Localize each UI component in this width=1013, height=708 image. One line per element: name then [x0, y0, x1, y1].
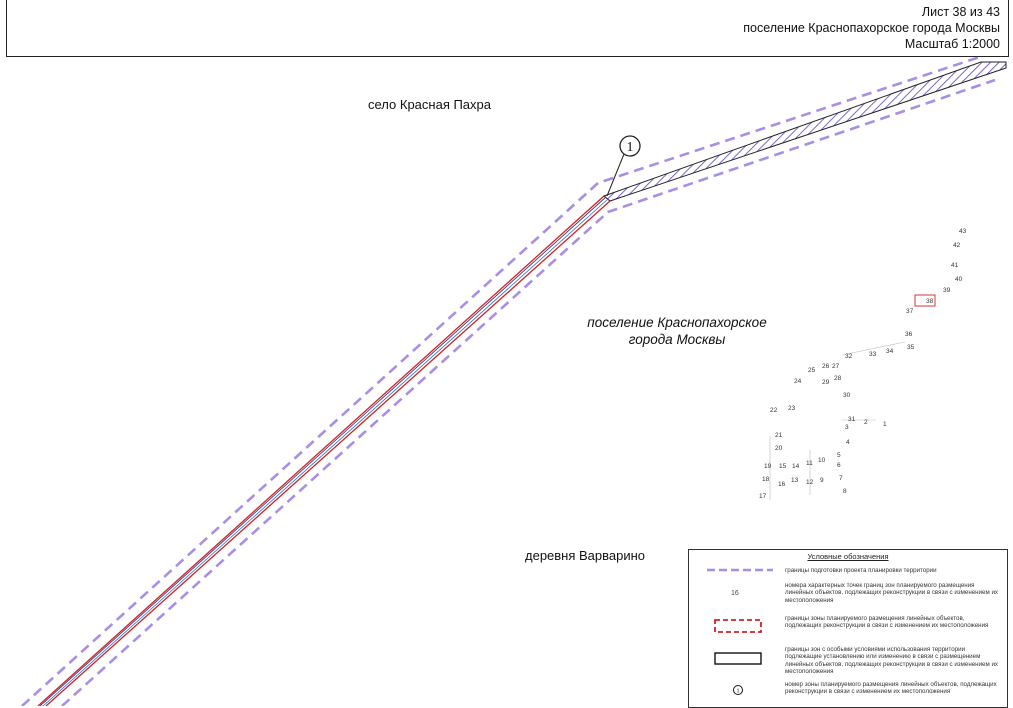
point-number: 7	[839, 475, 843, 482]
point-number: 43	[959, 228, 967, 235]
zone-marker-number: 1	[626, 140, 634, 155]
sheet-number: Лист 38 из 43	[921, 5, 1000, 19]
point-number: 8	[843, 488, 847, 495]
label-village-krasnaya-pakhra: село Красная Пахра	[368, 97, 491, 112]
point-number: 12	[806, 479, 814, 486]
point-number: 3	[845, 424, 849, 431]
point-number: 23	[788, 405, 796, 412]
point-number: 9	[820, 477, 824, 484]
point-number: 6	[837, 462, 841, 469]
zone-boundary	[38, 196, 610, 706]
point-number: 18	[762, 476, 770, 483]
settlement-title: поселение Краснопахорское города Москвы	[743, 21, 1000, 35]
hatched-zone-segment	[604, 62, 1006, 201]
point-number: 27	[832, 363, 840, 370]
point-number: 35	[907, 344, 915, 351]
point-number: 37	[906, 308, 914, 315]
dashed-purple-line-icon	[705, 563, 775, 577]
point-number: 14	[792, 463, 800, 470]
point-number: 11	[806, 460, 813, 467]
point-number: 10	[818, 457, 826, 464]
point-number: 32	[845, 353, 853, 360]
point-number: 40	[955, 276, 963, 283]
point-number: 19	[764, 463, 772, 470]
point-number: 42	[953, 242, 961, 249]
legend-title: Условные обозначения	[807, 552, 889, 561]
sheet-header	[6, 0, 1009, 57]
point-number: 24	[794, 378, 802, 385]
point-number: 33	[869, 351, 877, 358]
point-number: 30	[843, 392, 851, 399]
point-number-icon	[705, 582, 775, 604]
point-number: 31	[848, 416, 856, 423]
point-number: 22	[770, 407, 778, 414]
point-number: 1	[883, 421, 887, 428]
point-number: 39	[943, 287, 951, 294]
line-object-axis-2	[43, 199, 608, 706]
legend-item	[689, 580, 1007, 608]
legend	[688, 549, 1008, 708]
circled-number-icon	[705, 681, 775, 703]
label-settlement	[572, 314, 782, 348]
black-rect-icon	[705, 648, 775, 670]
point-number: 38	[926, 298, 934, 305]
legend-item-text: номера характерных точек границ зон планируемого размещения линейных объектов, подлежащих реконструкции в связи с изменением их местоположения	[785, 582, 999, 604]
label-village-varvarino: деревня Варварино	[525, 548, 646, 563]
legend-item-text: границы подготовки проекта планировки территории	[785, 567, 937, 574]
legend-item	[689, 646, 1007, 680]
zone-boundary-north	[38, 196, 604, 706]
point-number: 26	[822, 363, 830, 370]
line-object-axis-1	[40, 197, 606, 706]
point-number: 4	[846, 439, 850, 446]
point-number: 16	[778, 481, 786, 488]
point-number: 36	[905, 331, 913, 338]
legend-item-text: номер зоны планируемого размещения линейных объектов, подлежащих реконструкции в связи с изменением их местоположения	[785, 681, 997, 696]
map-scale: Масштаб 1:2000	[904, 37, 1000, 51]
legend-item-text: границы зоны планируемого размещения линейных объектов, подлежащих реконструкции в связи с изменением их местоположения	[785, 615, 989, 630]
point-number: 28	[834, 375, 842, 382]
point-number: 2	[864, 419, 868, 426]
point-number: 41	[951, 262, 959, 269]
point-number: 20	[775, 445, 783, 452]
point-number: 29	[822, 379, 830, 386]
point-number: 13	[791, 477, 799, 484]
point-number: 34	[886, 348, 894, 355]
point-number: 21	[775, 432, 783, 439]
point-number: 15	[779, 463, 787, 470]
point-number-sample: 16	[731, 590, 739, 597]
legend-item-text: границы зон с особыми условиями использования территории подлежащие установлению или изменению в связи с размещением линейных объектов, подлежащих реконструкции в связи с изменением их местоположения	[785, 646, 999, 676]
point-number: 25	[808, 367, 816, 374]
label-settlement-line2: города Москвы	[628, 332, 726, 347]
red-dashed-rect-icon	[705, 615, 775, 637]
circled-number-sample: 1	[736, 687, 740, 695]
zone-boundary-south	[46, 201, 610, 706]
point-number: 5	[837, 452, 841, 459]
point-number: 17	[759, 493, 767, 500]
legend-item	[689, 613, 1007, 641]
legend-item	[689, 563, 1007, 577]
label-settlement-line1: поселение Краснопахорское	[587, 315, 767, 330]
legend-item	[689, 681, 1007, 707]
